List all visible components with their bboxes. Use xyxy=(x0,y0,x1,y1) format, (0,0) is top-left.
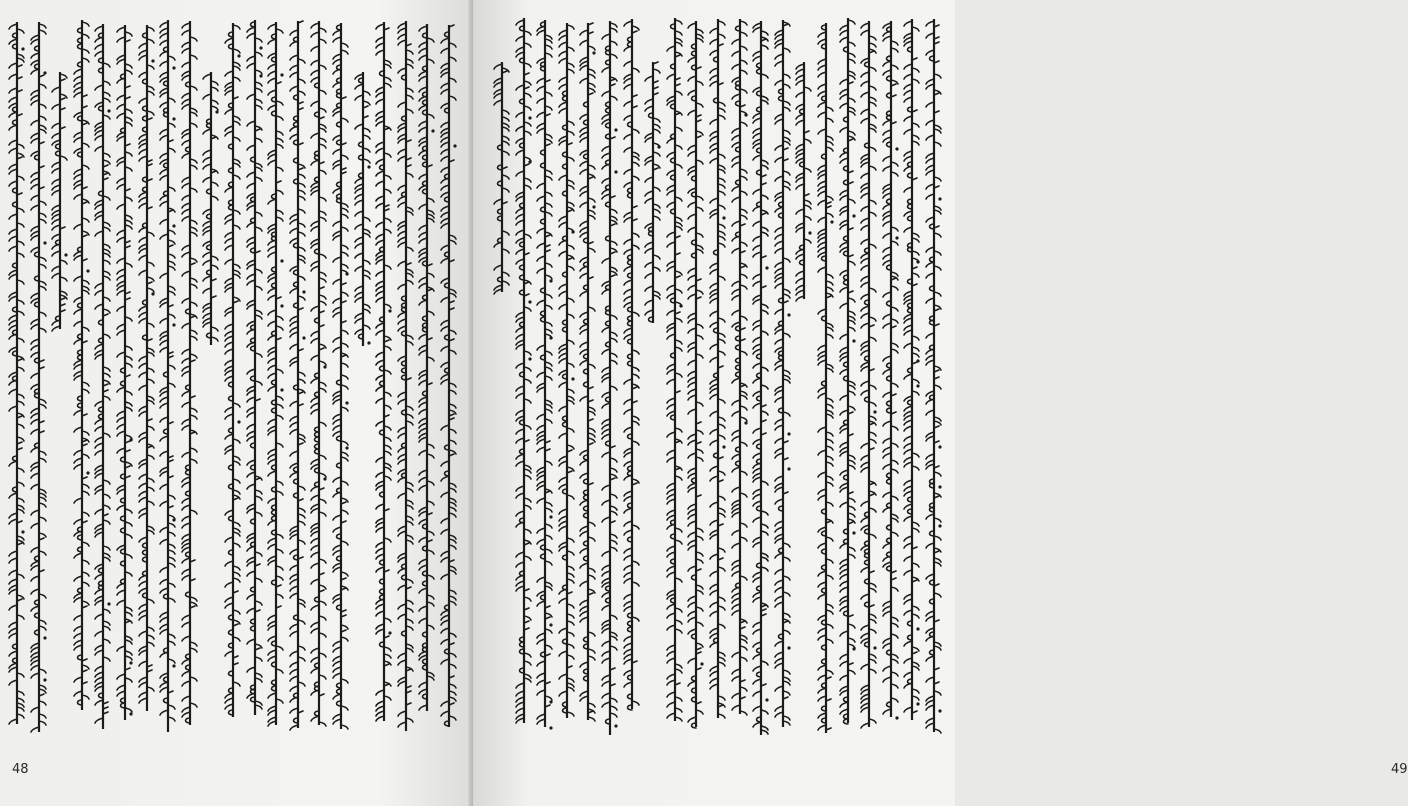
right-text-column xyxy=(491,60,513,294)
right-text-column xyxy=(577,21,599,722)
left-text-column xyxy=(71,18,93,712)
left-text-column xyxy=(438,23,460,729)
left-text-column xyxy=(114,23,136,722)
left-text-column xyxy=(244,18,266,717)
left-text-column xyxy=(200,70,222,347)
left-text-column xyxy=(157,18,179,734)
left-text-column xyxy=(136,23,158,713)
right-text-column xyxy=(685,19,707,729)
page-number-left: 48 xyxy=(12,762,29,777)
right-text-column xyxy=(880,19,902,719)
right-text-column xyxy=(621,17,643,711)
right-text-column xyxy=(901,17,923,722)
right-page xyxy=(473,0,1408,806)
left-text-column xyxy=(49,70,71,331)
right-text-column xyxy=(815,21,837,735)
left-text-column xyxy=(222,21,244,719)
right-text-column xyxy=(599,19,621,737)
right-text-column xyxy=(729,17,751,716)
right-text-column xyxy=(707,17,729,720)
left-text-column xyxy=(6,20,28,726)
left-text-column xyxy=(373,20,395,723)
left-text-column xyxy=(265,20,287,727)
right-text-column xyxy=(837,16,859,725)
right-text-column xyxy=(556,21,578,720)
right-text-column xyxy=(513,16,535,725)
left-text-column xyxy=(92,22,114,731)
left-text-column xyxy=(416,22,438,713)
right-text-column xyxy=(772,18,794,729)
right-text-column xyxy=(750,19,772,737)
page-number-right: 49 xyxy=(1391,762,1408,777)
left-text-column xyxy=(352,70,374,348)
right-text-column xyxy=(534,18,556,729)
left-page xyxy=(0,0,473,806)
right-text-column xyxy=(923,17,945,734)
left-text-column xyxy=(287,19,309,730)
left-text-column xyxy=(330,21,352,731)
right-text-column xyxy=(858,19,880,729)
right-text-column xyxy=(793,60,815,301)
left-text-column xyxy=(308,19,330,727)
left-text-column xyxy=(28,20,50,734)
left-text-column xyxy=(395,19,417,733)
left-text-column xyxy=(179,19,201,727)
right-text-column xyxy=(664,16,686,723)
right-text-column xyxy=(642,60,664,325)
